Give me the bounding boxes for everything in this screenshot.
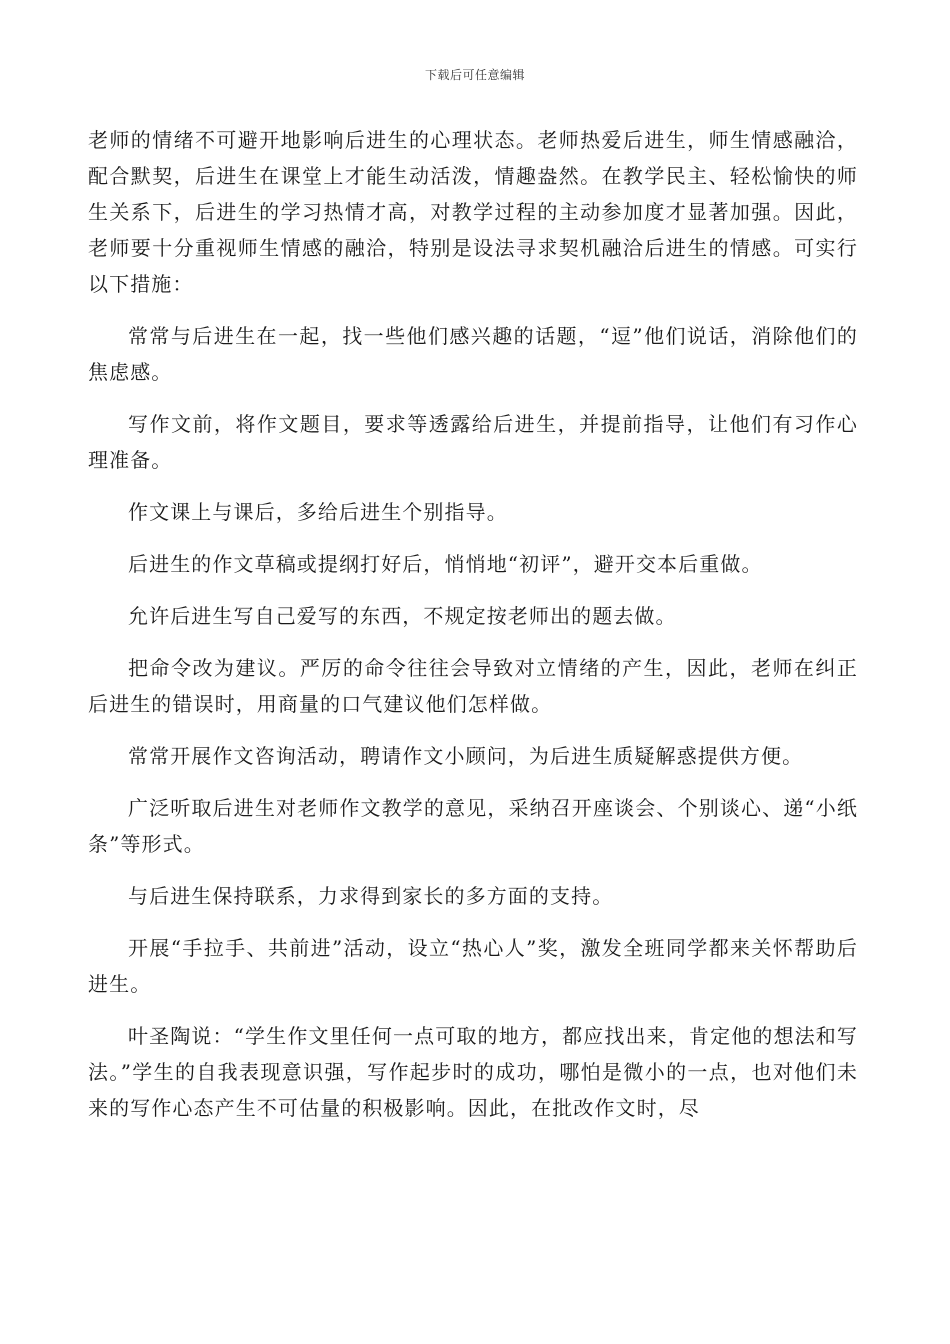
paragraph-measure-7: 常常开展作文咨询活动，聘请作文小顾问，为后进生质疑解惑提供方便。 xyxy=(128,744,804,768)
paragraph-measure-3: 作文课上与课后，多给后进生个别指导。 xyxy=(128,500,508,524)
paragraph-measure-9: 与后进生保持联系，力求得到家长的多方面的支持。 xyxy=(128,884,614,908)
paragraph-measure-2: 写作文前，将作文题目，要求等透露给后进生，并提前指导，让他们有习作心理准备。 xyxy=(88,412,858,472)
paragraph-intro: 老师的情绪不可避开地影响后进生的心理状态。老师热爱后进生，师生情感融洽，配合默契，后进生在课堂上才能生动活泼，情趣盎然。在教学民主、轻松愉快的师生关系下，后进生的学习热情才高，对教学过程的主动参加度才显著加强。因此，老师要十分重视师生情感的融洽，特别是设法寻求契机融洽后进生的情感。可实行以下措施： xyxy=(88,128,858,296)
page-header: 下载后可任意编辑 xyxy=(424,68,525,82)
document-body xyxy=(88,122,858,1142)
paragraph-measure-8: 广泛听取后进生对老师作文教学的意见，采纳召开座谈会、个别谈心、递“小纸条”等形式。 xyxy=(88,796,858,856)
paragraph-measure-1: 常常与后进生在一起，找一些他们感兴趣的话题，“逗”他们说话，消除他们的焦虑感。 xyxy=(88,324,858,384)
paragraph-measure-5: 允许后进生写自己爱写的东西，不规定按老师出的题去做。 xyxy=(128,604,677,628)
paragraph-measure-10: 开展“手拉手、共前进”活动，设立“热心人”奖，激发全班同学都来关怀帮助后进生。 xyxy=(88,936,858,996)
paragraph-measure-6: 把命令改为建议。严厉的命令往往会导致对立情绪的产生，因此，老师在纠正后进生的错误时，用商量的口气建议他们怎样做。 xyxy=(88,656,858,716)
paragraph-measure-4: 后进生的作文草稿或提纲打好后，悄悄地“初评”，避开交本后重做。 xyxy=(128,552,763,576)
paragraph-quote: 叶圣陶说：“学生作文里任何一点可取的地方，都应找出来，肯定他的想法和写法。”学生的自我表现意识强，写作起步时的成功，哪怕是微小的一点，也对他们未来的写作心态产生不可估量的积极影响。因此，在批改作文时，尽 xyxy=(88,1024,858,1120)
